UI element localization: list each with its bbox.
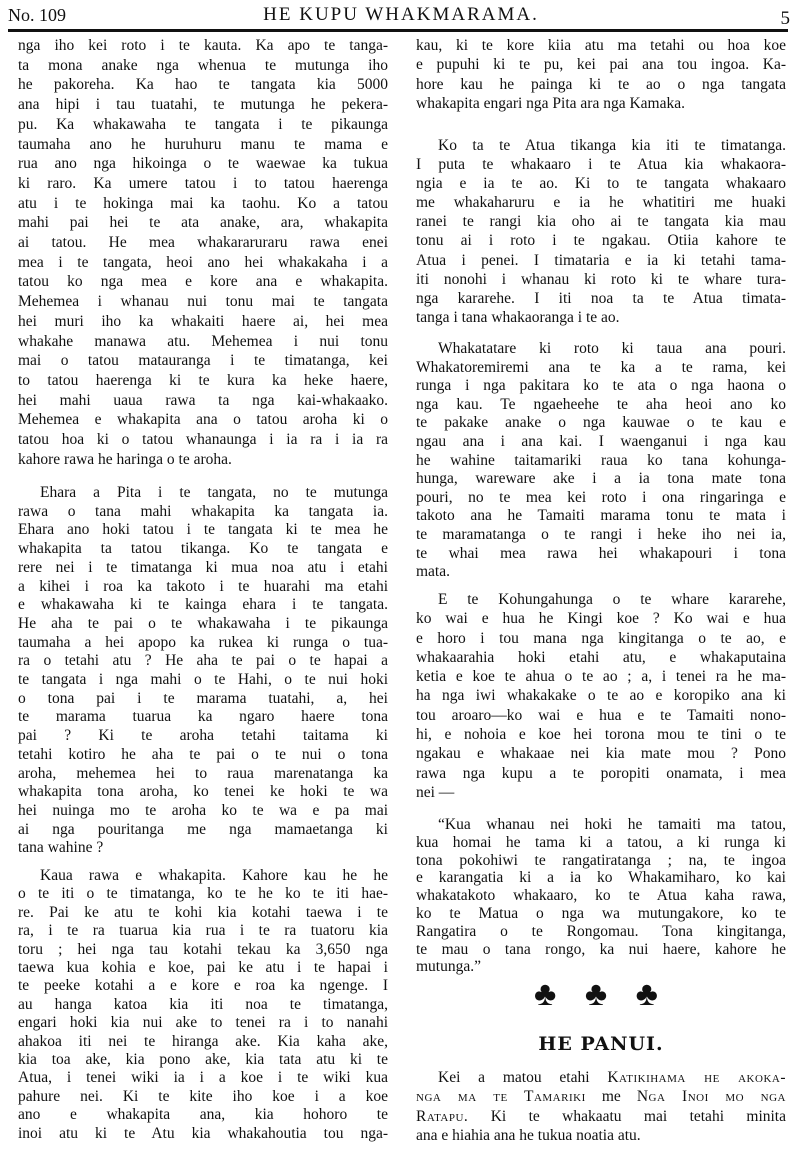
text-line: rua ano nga hikoinga o te waewae ka tukua — [18, 155, 388, 173]
text-line: toru ; hei nga tau kotahi tekau ka 3,650 nga — [18, 940, 388, 958]
text-line: nei — — [416, 783, 455, 801]
text-line: hei nuinga mo te aroha ko te wa e pa mai — [18, 801, 388, 819]
text-line: mai o tatou matauranga i te timatanga, kei — [18, 352, 388, 370]
text-line — [416, 1068, 786, 1087]
text-line: Atua i penei. I timataria e ia ki tetahi tama- — [416, 251, 786, 269]
text-line: ngau ana i ana kai. I waenganui i nga kau — [416, 432, 786, 450]
text-line: ra o tetahi atu ? He aha te pai o te hapai a — [18, 652, 388, 670]
notice-paragraph — [416, 1068, 786, 1145]
paragraph — [18, 484, 388, 858]
text-line: whakahe manawa atu. Mehemea i nui tonu — [18, 332, 388, 350]
text-line: te marama tuarua ka ngaro haere tona — [18, 708, 388, 726]
text-line: ngia e ia te ao. Ki to te tangata whakaaro — [416, 175, 786, 193]
text-line: pai ? Ki te aroha tetahi taitama ki — [18, 727, 388, 745]
quotation-paragraph — [416, 816, 786, 976]
text-line: Ko ta te Atua tikanga kia iti te timatanga. — [438, 137, 786, 154]
text-line: pouri, no te mea kei roto i ona ringaringa e — [416, 488, 786, 506]
paragraph — [416, 36, 786, 113]
text-line: ta mona anake nga whenua te mutunga iho — [18, 56, 388, 74]
paragraph — [416, 136, 786, 327]
text-line: hore kau he painga ki te ao o nga tangata — [416, 75, 786, 93]
text-line: hei mahi uaua rawa ta nga kai-whakaako. — [18, 391, 388, 409]
text-line: ra, i te ra tuarua kia rua i te ra tuatoru kia — [18, 922, 388, 940]
text-line: hunga, wareware ake i a ia tona mate tona — [416, 470, 786, 488]
text-line: atu i te hokinga mai ka taohu. Ko a tatou — [18, 194, 388, 212]
text-line: “Kua whanau nei hoki he tamaiti ma tatou, — [438, 816, 786, 833]
text-line: te pakake anake o nga kauwae o te kau e — [416, 414, 786, 432]
small-caps-text: Ratapu. — [416, 1107, 469, 1125]
text-line: e whakawaha ki te kainga ehara i te tangata. — [18, 596, 388, 614]
paragraph — [18, 867, 388, 1143]
text-line: te tangata i nga mahi o te Hahi, o te nui hoki — [18, 671, 388, 689]
text-line: Atua, i tenei wiki ia i a koe i te wiki kua — [18, 1069, 388, 1087]
text-line: ana e hiahia ana he tukua noatia atu. — [416, 1126, 641, 1144]
text-line: Rangatira o te Rongomau. Tona kingitanga, — [416, 922, 786, 940]
text-line: tatou hoa ki o tatou whanaunga i ia ra i ia ra — [18, 431, 388, 449]
text-line: hei muri iho ka whakaiti haere ai, hei mea — [18, 312, 388, 330]
text-line: tonu ai i roto i te ngakau. Otiia kahore te — [416, 232, 786, 250]
page-number: 5 — [780, 8, 790, 29]
text-line: engari hoki kia nui ake to tenei ra i to nanahi — [18, 1014, 388, 1032]
text-line: ano e whakapita ana, kia hohoro te — [18, 1106, 388, 1124]
text-line: runga i nga pakitara ko te ata o nga haona o — [416, 377, 786, 395]
text-line: ko te Matua o nga wa mutungakore, ko te — [416, 904, 786, 922]
text-line: te mau o tana rongo, ka nui haere, kahore he — [416, 940, 786, 958]
text-line: tona pokohiwi te rangatiratanga ; na, te ingoa — [416, 851, 786, 869]
text-line: ai tatou. He mea whakararuraru rawa enei — [18, 234, 388, 252]
text-line: ranei te rangi kia oho ai te tangata kia mau — [416, 213, 786, 231]
text-line: inoi atu ki te Atu kia whakahoutia tou nga- — [18, 1124, 388, 1142]
text-line: e horo i tou mana nga kingitanga o te ao, e — [416, 629, 786, 647]
text-line: Ehara ano hoki tatou i te tangata ki te mea he — [18, 521, 388, 539]
text-line: rere nei i te timatanga ki mua noa atu i etahi — [18, 558, 388, 576]
text-line: pu. Ka whakawaha te tangata i te pikaunga — [18, 115, 388, 133]
text-line: he pakoreha. Ka hao te tangata kia 5000 — [18, 76, 388, 94]
text-line: ketia e koe te ahua o te ao ; a, i tenei ra he ma- — [416, 668, 786, 686]
text-line: ana hipi i tau tuatahi, te mutunga he pekera- — [18, 96, 388, 114]
text-line: re. Pai ke atu te kohi kia kotahi taewa i te — [18, 903, 388, 921]
text-line: Kaua rawa e whakapita. Kahore kau he he — [40, 867, 388, 884]
text-line: whakapita ta tatou tikanga. Ko te tangata e — [18, 540, 388, 558]
text-line: ki raro. Ka umere tatou i to tatou haerenga — [18, 174, 388, 192]
text-line: nga kau. Te ngaeheehe te aha heoi ano ko — [416, 395, 786, 413]
text-line: hi, e nohoia e koe hei torona mou te tini o te — [416, 726, 786, 744]
text-line: Whakatoremiremi ana te ka a te rama, kei — [416, 358, 786, 376]
text-line: taumaha a hei apopo ka rukea ki runga o tua- — [18, 633, 388, 651]
text: me — [585, 1088, 637, 1106]
text-line: ha nga iwi whakakake o te ao e koropiko ana ki — [416, 687, 786, 705]
text-line: I puta te whakaaro i te Atua kia whakaora- — [416, 156, 786, 174]
text-line: ahakoa iti nei te hiranga ake. Kia kaha ake, — [18, 1032, 388, 1050]
text-line: mutunga.” — [416, 958, 481, 976]
text-line: kua homai he tama ki a tatou, a ki runga ki — [416, 833, 786, 851]
text-line: Ehara a Pita i te tangata, no te mutunga — [40, 484, 388, 501]
text-line: rawa nga kupu a te poropiti onamata, i mea — [416, 764, 786, 782]
issue-number: No. 109 — [8, 5, 66, 25]
text-line: te whai mea rawa hei whakapouri i tona — [416, 544, 786, 562]
text-line: nga iho kei roto i te kauta. Ka apo te tanga- — [18, 37, 388, 54]
text-line: whakapita engari nga Pita ara nga Kamaka. — [416, 94, 685, 112]
section-heading: HE PANUI. — [538, 1033, 664, 1055]
text-line: whakatakoto whakaaro, ko te Atua kaha rawa, — [416, 887, 786, 905]
text-line: pahure nei. Ki te kite iho koe i a koe — [18, 1087, 388, 1105]
text-line: takoto ana he Tamaiti marama tonu te mata i — [416, 507, 786, 525]
paragraph — [18, 36, 388, 469]
text-line: whakapita tona aroha, ko tenei ke hoki te wa — [18, 783, 388, 801]
text-line: ai nga pouritanga me nga mamaetanga ki — [18, 820, 388, 838]
text-line: Whakatatare ki roto ki taua ana pouri. — [438, 340, 786, 357]
text-line: tanga i tana whakaoranga i te ao. — [416, 308, 620, 326]
text-line — [416, 1107, 786, 1126]
text-line: he wahine taitamariki raua ko tana kohunga- — [416, 451, 786, 469]
text-line: tatou ko nga mea e kore ana e whakapita. — [18, 273, 388, 291]
text-line: te peeke kotahi a e kore e roa ka ngenge. I — [18, 977, 388, 995]
text-line: ngakau e whakaae nei kia mate mou ? Pono — [416, 745, 786, 763]
text-line: a kihei i roa ka takoto i te huarahi ma etahi — [18, 577, 388, 595]
text-line: He aha te pai o te whakawaha i te pikaunga — [18, 614, 388, 632]
text-line: ko wai e hua he Kingi koe ? Ko wai e hua — [416, 610, 786, 628]
text-line: e pupuhi ki te pu, kei pai ana tou ingoa. Ka- — [416, 56, 786, 74]
paragraph — [416, 590, 786, 802]
text-line: mata. — [416, 563, 450, 581]
text-line: kahore rawa he haringa o te aroha. — [18, 450, 232, 468]
text-line: tana wahine ? — [18, 839, 104, 857]
text-line: me whakaharuru e ia he whatitiri me huaki — [416, 194, 786, 212]
text-line: o te iti o te timatanga, ko te he ko te iti hae- — [18, 885, 388, 903]
small-caps-text: nga ma te Tamariki — [416, 1088, 586, 1106]
text-line: whakaarahia hoki etahi atu, e whakaputaina — [416, 648, 786, 666]
publication-title: HE KUPU WHAKMARAMA. — [263, 4, 539, 25]
text-line: mea i te tangata, heoi ano hei whakakaha i a — [18, 253, 388, 271]
text-line: to tatou haerenga ki te kura ka heke haere, — [18, 371, 388, 389]
text-line: Mehemea e whakapita ana o tatou aroha ki o — [18, 411, 388, 429]
text-line: taumaha ano he huruhuru manu te mama e — [18, 135, 388, 153]
text-line: E te Kohungahunga o te whare kararehe, — [438, 591, 786, 608]
text-line: rawa o tana mahi whakapita ka tangata ia. — [18, 502, 388, 520]
text: Ki te whakaatu mai tetahi minita — [468, 1107, 786, 1125]
text-line: kau, ki te kore kiia atu ma tetahi ou hoa koe — [416, 37, 786, 54]
text-line: kia toa ake, kia pono ake, kia tata atu ki te — [18, 1051, 388, 1069]
text-line: taewa kua kohia e koe, pai ke atu i te hapai i — [18, 959, 388, 977]
text-line: o tona pai i te marama tuatahi, a, hei — [18, 689, 388, 707]
text-line: te maramatanga o te rangi i heke iho nei ia, — [416, 525, 786, 543]
text-line — [416, 1087, 786, 1106]
text-line: Mehemea i whanau nui tonu mai te tangata — [18, 293, 388, 311]
header-rule — [8, 29, 788, 32]
text-line: mahi pai hei te ata anake, ara, whakapita — [18, 214, 388, 232]
small-caps-text: Katikihama he akoka- — [607, 1069, 786, 1086]
text: Kei a matou etahi — [438, 1069, 608, 1086]
text-line: au hanga katoa kia iti noa te timatanga, — [18, 995, 388, 1013]
small-caps-text: Nga Inoi mo nga — [636, 1088, 786, 1106]
text-line: e karangatia ki a ia ko Whakamiharo, ko kai — [416, 869, 786, 887]
text-line: tou aroaro—ko wai e hua e te Tamaiti nono- — [416, 706, 786, 724]
text-line: aroha, mehemea hei to raua marenatanga ka — [18, 764, 388, 782]
text-line: iti nonohi i whanau ki roto ki te whare tura- — [416, 270, 786, 288]
text-line: nga kararehe. I iti noa ta te Atua timata- — [416, 289, 786, 307]
clover-ornament-icon: ♣ ♣ ♣ — [534, 976, 668, 1013]
text-line: tetahi kotiro he aha te pai o te nui o tona — [18, 745, 388, 763]
paragraph — [416, 340, 786, 582]
